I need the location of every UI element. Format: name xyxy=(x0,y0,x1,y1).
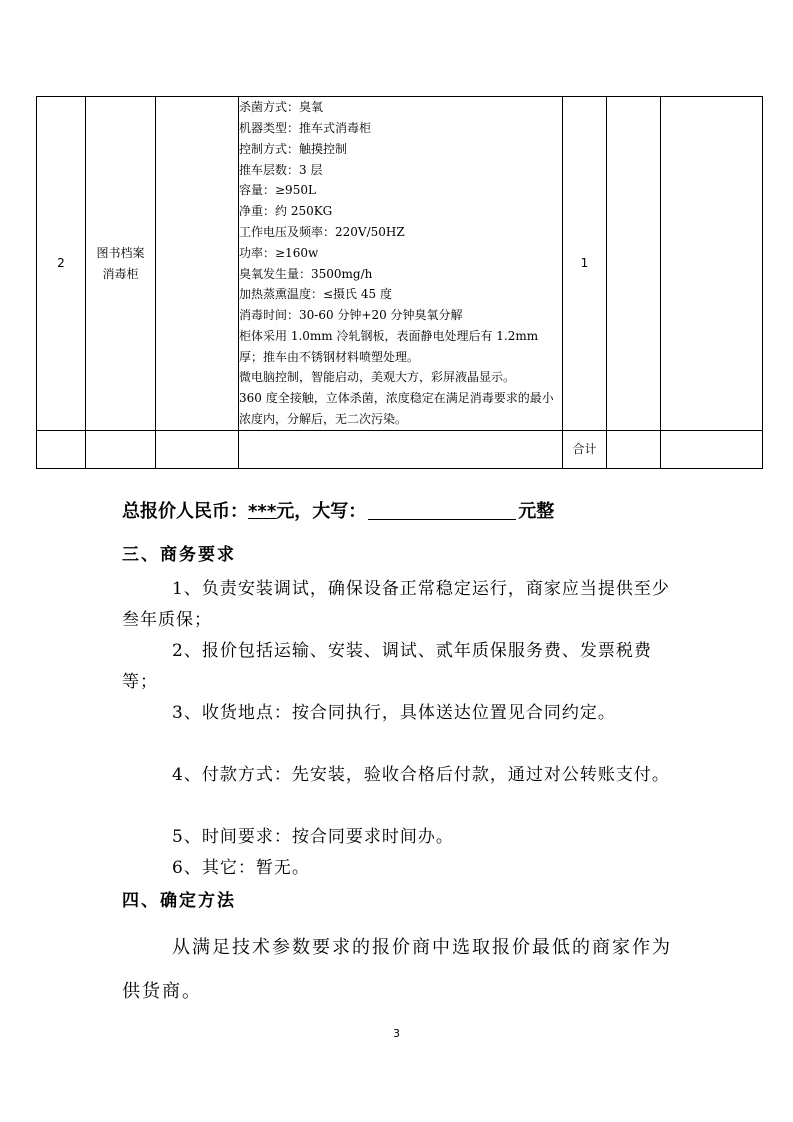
section-title-business: 三、商务要求 xyxy=(122,545,236,565)
total-suffix: 元整 xyxy=(518,501,555,522)
spec-cell xyxy=(239,97,563,431)
item-name: 图书档案 消毒柜 xyxy=(86,97,156,431)
total-label-cell: 合计 xyxy=(563,431,607,469)
total-amount: *** xyxy=(248,501,277,522)
spec-line: 容量：≥950L xyxy=(239,183,316,198)
spec-line: 工作电压及频率：220V/50HZ xyxy=(239,224,405,239)
spec-line: 杀菌方式：臭氧 xyxy=(239,100,324,115)
list-item: 5、时间要求：按合同要求时间办。 xyxy=(172,827,454,847)
spec-line: 360 度全接触，立体杀菌，浓度稳定在满足消毒要求的最小浓度内，分解后，无二次污染。 xyxy=(239,391,554,427)
empty-cell xyxy=(156,431,239,469)
spec-line: 柜体采用 1.0mm 冷轧钢板，表面静电处理后有 1.2mm 厚；推车由不锈钢材料喷塑处理。 xyxy=(239,328,539,364)
method-paragraph: 从满足技术参数要求的报价商中选取报价最低的商家作为供货商。 xyxy=(122,937,672,1002)
empty-cell xyxy=(239,431,563,469)
spec-line: 微电脑控制，智能启动，美观大方，彩屏液晶显示。 xyxy=(239,370,516,385)
quantity-cell: 1 xyxy=(563,97,607,431)
section-title-method: 四、确定方法 xyxy=(122,891,236,911)
spec-line: 臭氧发生量：3500mg/h xyxy=(239,266,373,281)
total-price-line xyxy=(122,497,554,523)
empty-cell xyxy=(156,97,239,431)
spec-line: 加热蒸熏温度：≤摄氏 45 度 xyxy=(239,287,392,302)
spec-line: 机器类型：推车式消毒柜 xyxy=(239,120,372,135)
spec-line: 功率：≥160w xyxy=(239,245,319,260)
empty-cell xyxy=(37,431,86,469)
empty-cell xyxy=(661,431,763,469)
list-item: 4、付款方式：先安装，验收合格后付款，通过对公转账支付。 xyxy=(172,765,670,785)
empty-cell xyxy=(86,431,156,469)
empty-cell xyxy=(607,97,661,431)
spec-line: 推车层数：3 层 xyxy=(239,162,323,177)
table-footer-row xyxy=(37,431,763,469)
table-row xyxy=(37,97,763,431)
spec-line: 控制方式：触摸控制 xyxy=(239,141,348,156)
amount-in-words-blank xyxy=(368,501,516,520)
quotation-table xyxy=(36,96,763,469)
page-number: 3 xyxy=(393,1027,400,1040)
spec-line: 净重：约 250KG xyxy=(239,204,333,219)
list-item: 2、报价包括运输、安装、调试、贰年质保服务费、发票税费等； xyxy=(122,641,652,692)
spec-line: 消毒时间：30-60 分钟+20 分钟臭氧分解 xyxy=(239,308,463,323)
total-prefix: 总报价人民币： xyxy=(122,501,248,522)
list-item: 1、负责安装调试，确保设备正常稳定运行，商家应当提供至少叁年质保； xyxy=(122,579,670,630)
list-item: 6、其它：暂无。 xyxy=(172,858,310,878)
row-number: 2 xyxy=(37,97,86,431)
empty-cell xyxy=(607,431,661,469)
empty-cell xyxy=(661,97,763,431)
list-item: 3、收货地点：按合同执行，具体送达位置见合同约定。 xyxy=(172,703,616,723)
total-mid: 元，大写： xyxy=(276,501,367,522)
